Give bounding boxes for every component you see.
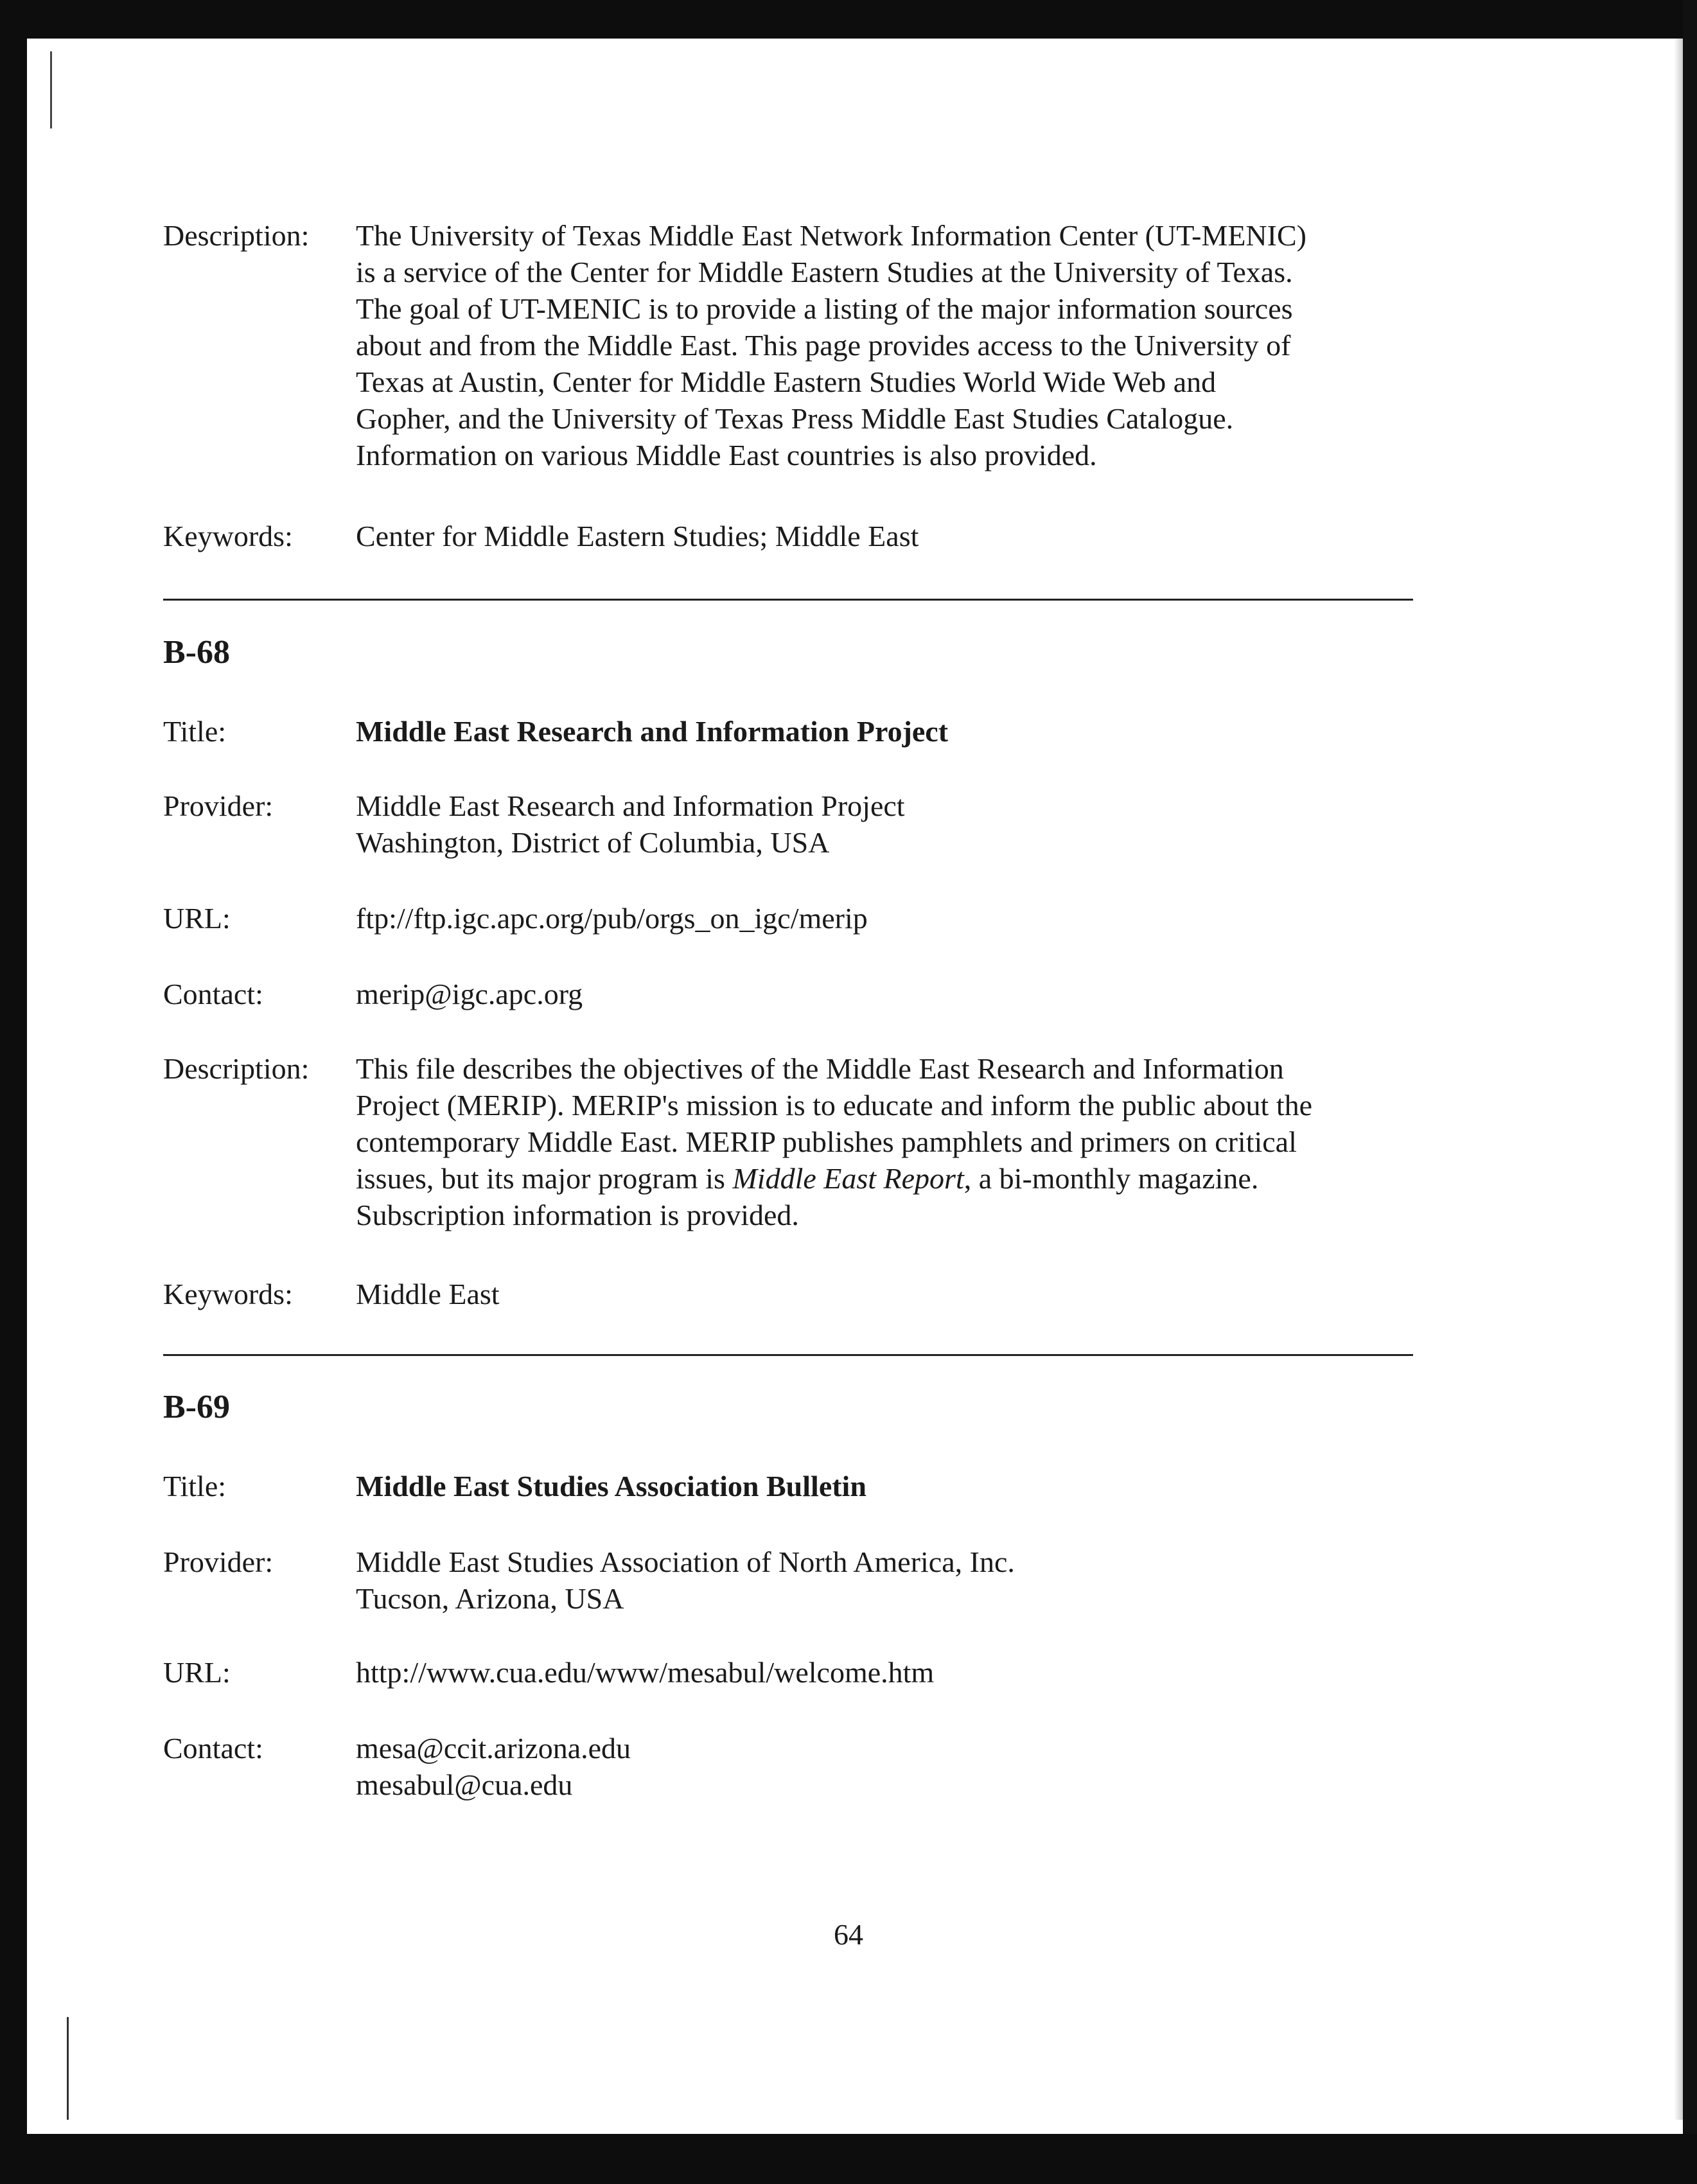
contact-email[interactable]: mesabul@cua.edu [356,1768,573,1801]
field-label: Contact: [163,978,263,1010]
keywords-value: Middle East [356,1278,500,1310]
text-line: is a service of the Center for Middle Eastern Studies at the University of Texas. [356,256,1293,288]
field-label: URL: [163,1656,231,1689]
prev-description-text [356,217,1576,473]
text-line: Tucson, Arizona, USA [356,1582,624,1615]
section-divider [163,599,1413,601]
text-line: The goal of UT-MENIC is to provide a listing of the major information sources [356,292,1293,325]
text-line: Texas at Austin, Center for Middle Eastern Studies World Wide Web and [356,365,1217,398]
text-line: Washington, District of Columbia, USA [356,826,830,859]
provider-value [356,788,1576,861]
entry-id-b69: B-69 [163,1389,230,1425]
field-label: Description: [163,1052,310,1085]
entry-title: Middle East Studies Association Bulletin [356,1470,866,1502]
field-label: Keywords: [163,520,293,552]
text-run: issues, but its major program is [356,1162,733,1195]
entry-title: Middle East Research and Information Project [356,715,949,748]
keywords-value: Center for Middle Eastern Studies; Middle East [356,520,919,552]
field-label: Provider: [163,789,274,822]
field-label: Keywords: [163,1278,293,1310]
field-label: URL: [163,902,231,935]
field-label: Title: [163,1470,227,1502]
text-line: The University of Texas Middle East Network Information Center (UT-MENIC) [356,219,1306,252]
text-line: contemporary Middle East. MERIP publishes pamphlets and primers on critical [356,1125,1297,1158]
contact-value [356,1730,1576,1803]
text-line: Gopher, and the University of Texas Press Middle East Studies Catalogue. [356,402,1234,435]
contact-email[interactable]: merip@igc.apc.org [356,978,583,1010]
field-label: Provider: [163,1546,274,1578]
section-divider [163,1354,1413,1356]
text-line: Middle East Studies Association of North America, Inc. [356,1546,1015,1578]
text-line: about and from the Middle East. This page provides access to the University of [356,329,1291,362]
text-line: Middle East Research and Information Project [356,789,905,822]
provider-value [356,1544,1576,1617]
text-line: Project (MERIP). MERIP's mission is to educate and inform the public about the [356,1089,1313,1122]
field-label: Contact: [163,1732,263,1765]
text-line: This file describes the objectives of the Middle East Research and Information [356,1052,1284,1085]
description-text [356,1050,1576,1233]
field-label: Title: [163,715,227,748]
entry-id-b68: B-68 [163,634,230,671]
contact-email[interactable]: mesa@ccit.arizona.edu [356,1732,631,1765]
text-line [356,1160,1576,1197]
page-number: 64 [834,1918,863,1951]
text-line: Subscription information is provided. [356,1199,799,1231]
text-line: Information on various Middle East countries is also provided. [356,439,1097,471]
field-label: Description: [163,219,310,252]
text-run: , a bi-monthly magazine. [963,1162,1259,1195]
url-link[interactable]: http://www.cua.edu/www/mesabul/welcome.htm [356,1656,935,1689]
url-link[interactable]: ftp://ftp.igc.apc.org/pub/orgs_on_igc/merip [356,902,868,935]
publication-title: Middle East Report [732,1162,964,1195]
